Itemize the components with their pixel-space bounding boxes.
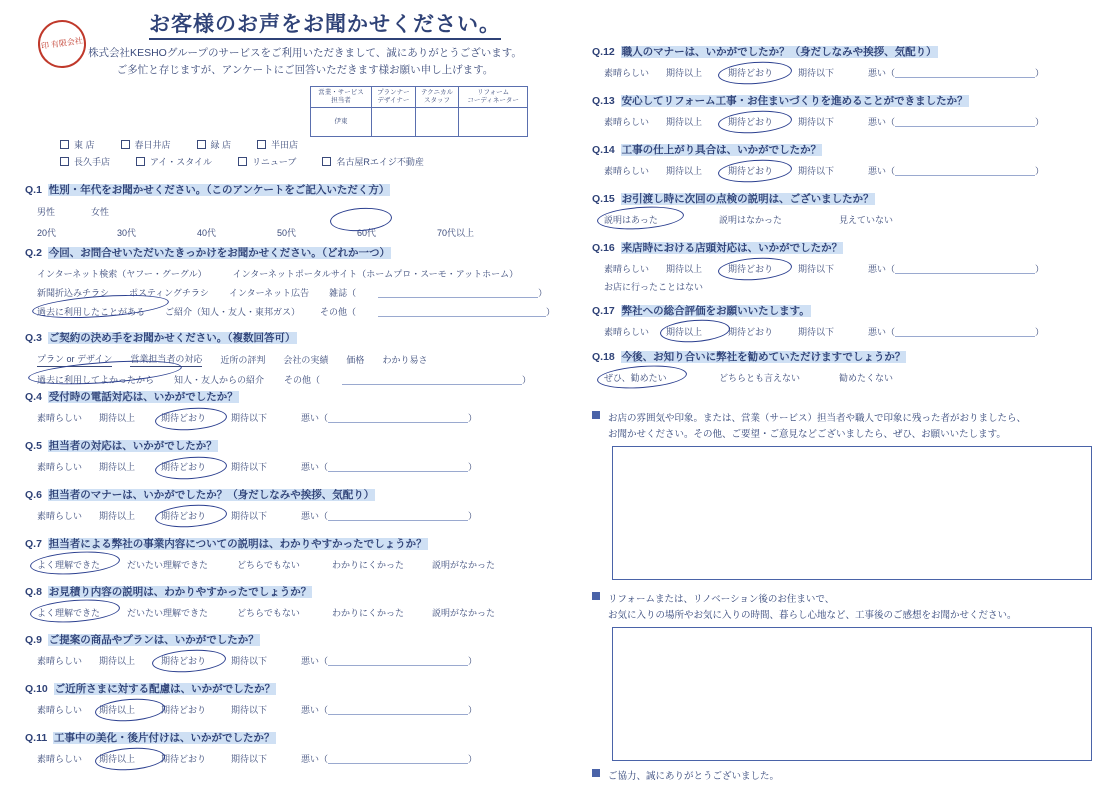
shop-checkbox-nagakute[interactable]: [60, 155, 110, 168]
paren-close: ）: [468, 413, 478, 423]
option-excellent[interactable]: 素晴らしい: [37, 413, 83, 423]
option-internet-ad[interactable]: インターネット広告: [228, 288, 310, 298]
write-in-line-bad[interactable]: [328, 511, 468, 521]
option-bad[interactable]: 悪い（: [868, 327, 896, 337]
question-text: 担当者による弊社の事業内容についての説明は、わかりやすかったでしょうか？: [48, 538, 427, 550]
question-q15: [592, 191, 1092, 226]
question-q11: [25, 730, 545, 765]
option-magazine[interactable]: 雑誌（: [329, 288, 357, 298]
question-q2: [25, 245, 555, 318]
page-title: [90, 8, 560, 38]
option-above[interactable]: 期待以上: [666, 264, 703, 274]
option-above[interactable]: 期待以上: [99, 511, 136, 521]
question-q8: [25, 584, 565, 619]
option-sales-response[interactable]: 営業担当者の対応: [130, 352, 202, 367]
q6-options: [25, 509, 545, 522]
write-in-line-bad[interactable]: [895, 264, 1035, 274]
option-bad[interactable]: 悪い（: [868, 166, 896, 176]
checkbox-icon[interactable]: [322, 157, 331, 166]
checkbox-icon[interactable]: [238, 157, 247, 166]
shop-checkbox-handa[interactable]: [257, 138, 298, 151]
question-text: 来店時における店頭対応は、いかがでしたか？: [621, 242, 843, 254]
option-below[interactable]: 期待以下: [231, 511, 268, 521]
question-q9-heading: [25, 632, 545, 647]
question-number: Q.4: [25, 391, 42, 403]
shop-label: アイ・スタイル: [150, 157, 213, 167]
page-title-text: お客様のお声をお聞かせください。: [149, 12, 501, 40]
option-bad[interactable]: 悪い（: [868, 117, 896, 127]
role-header-coordinator: リフォーム コーディネーター: [459, 87, 528, 108]
role-header-sales: 営業・サービス 担当者: [311, 87, 372, 108]
shop-checkbox-nagoya-rage[interactable]: [322, 155, 424, 168]
question-q4: [25, 389, 545, 424]
option-asexpected[interactable]: 期待どおり: [161, 511, 207, 521]
option-bad[interactable]: 悪い（: [868, 68, 896, 78]
question-q2-heading: [25, 245, 555, 260]
question-text: 受付時の電話対応は、いかがでしたか？: [48, 391, 238, 403]
question-q1-heading: [25, 182, 545, 197]
question-number: Q.7: [25, 538, 42, 550]
option-portal-site[interactable]: インターネットポータルサイト（ホームプロ・スーモ・アットホーム）: [232, 269, 519, 279]
question-q7-heading: [25, 536, 565, 551]
question-q3: [25, 330, 555, 386]
question-number: Q.15: [592, 193, 615, 205]
option-asexpected[interactable]: 期待どおり: [728, 264, 774, 274]
write-in-line-bad[interactable]: [895, 117, 1035, 127]
q3-row-2: [25, 373, 555, 386]
q1-age-row: [25, 226, 545, 239]
q13-options: [592, 115, 1092, 128]
option-mostly-understood[interactable]: だいたい理解できた: [127, 560, 209, 570]
shop-label: 緑 店: [210, 140, 232, 150]
question-number: Q.12: [592, 46, 615, 58]
option-bad[interactable]: 悪い（: [301, 462, 329, 472]
paren-close: ）: [545, 307, 555, 317]
question-q16: [592, 240, 1092, 293]
option-female[interactable]: 女性: [91, 207, 110, 217]
option-asexpected[interactable]: 期待どおり: [728, 327, 774, 337]
write-in-line-magazine[interactable]: [378, 288, 538, 298]
option-web-search[interactable]: インターネット検索（ヤフー・グーグル）: [37, 269, 207, 279]
option-well-understood[interactable]: よく理解できた: [37, 608, 101, 618]
question-q12-heading: [592, 44, 1092, 59]
option-above[interactable]: 期待以上: [666, 117, 703, 127]
option-neutral[interactable]: どちらでもない: [237, 560, 300, 570]
option-never-visited-store[interactable]: お店に行ったことはない: [604, 282, 704, 292]
option-neutral[interactable]: どちらでもない: [237, 608, 300, 618]
option-above[interactable]: 期待以上: [99, 705, 136, 715]
role-header-technical: テクニカル スタッフ: [415, 87, 458, 108]
question-text: 工事中の美化・後片付けは、いかがでしたか？: [54, 732, 275, 744]
option-70s-plus[interactable]: 70代以上: [437, 228, 475, 238]
question-q5: [25, 438, 545, 473]
shop-checkbox-group: [60, 138, 530, 172]
free-text-box-2[interactable]: [612, 627, 1092, 761]
lead-paragraph: [55, 45, 555, 79]
question-number: Q.2: [25, 247, 42, 259]
question-number: Q.10: [25, 683, 48, 695]
option-asexpected[interactable]: 期待どおり: [728, 166, 774, 176]
company-stamp-icon: 印 有限会社: [35, 17, 89, 71]
write-in-line-bad[interactable]: [328, 656, 468, 666]
option-price[interactable]: 価格: [346, 355, 365, 365]
question-number: Q.17: [592, 305, 615, 317]
option-referral[interactable]: ご紹介（知人・友人・東邦ガス）: [165, 307, 301, 317]
question-q3-heading: [25, 330, 555, 345]
free-section-1-line-1: お店の雰囲気や印象。または、営業（サービス）担当者や職人で印象に残った者がおりましたら、: [608, 413, 1027, 424]
question-text: 職人のマナーは、いかがでしたか？（身だしなみや挨拶、気配り）: [621, 46, 937, 58]
question-q18-heading: [592, 349, 1092, 364]
shop-label: 半田店: [271, 140, 299, 150]
shop-label: 名古屋Rエイジ不動産: [336, 157, 424, 167]
option-above[interactable]: 期待以上: [666, 166, 703, 176]
shop-checkbox-istyle[interactable]: [136, 155, 212, 168]
question-number: Q.8: [25, 586, 42, 598]
role-table: [310, 86, 528, 137]
option-below[interactable]: 期待以下: [798, 327, 835, 337]
option-newspaper-insert[interactable]: 新聞折込みチラシ: [37, 288, 110, 298]
option-well-understood[interactable]: よく理解できた: [37, 560, 101, 570]
paren-close: ）: [1035, 264, 1045, 274]
question-text: お見積り内容の説明は、わかりやすかったでしょうか？: [48, 586, 312, 598]
option-posting-flyer[interactable]: ポスティングチラシ: [129, 288, 209, 298]
paren-close: ）: [1035, 117, 1045, 127]
option-below[interactable]: 期待以下: [798, 166, 835, 176]
q8-options: [25, 606, 565, 619]
option-above[interactable]: 期待以上: [99, 754, 136, 764]
question-q16-heading: [592, 240, 1092, 255]
option-bad[interactable]: 悪い（: [301, 656, 329, 666]
checkbox-icon[interactable]: [60, 157, 69, 166]
option-30s[interactable]: 30代: [117, 228, 137, 238]
option-above[interactable]: 期待以上: [666, 68, 703, 78]
write-in-line-bad[interactable]: [895, 166, 1035, 176]
question-q11-heading: [25, 730, 545, 745]
question-q8-heading: [25, 584, 565, 599]
question-q6: [25, 487, 545, 522]
option-good-experience[interactable]: 過去に利用してよかったから: [37, 375, 155, 385]
question-q7: [25, 536, 565, 571]
shop-label: 東 店: [74, 140, 95, 150]
question-number: Q.3: [25, 332, 42, 344]
option-below[interactable]: 期待以下: [231, 705, 268, 715]
checkbox-icon[interactable]: [121, 140, 130, 149]
role-header-planner: プランナー デザイナー: [371, 87, 415, 108]
q15-options: [592, 213, 1092, 226]
q7-options: [25, 558, 565, 571]
lead-line-1: 株式会社KESHOグループのサービスをご利用いただきまして、誠にありがとうございます。: [88, 47, 522, 59]
option-would-recommend[interactable]: ぜひ、勧めたい: [604, 373, 667, 383]
free-section-2-line-2: お気に入りの場所やお気に入りの時間、暮らし心地など、工事後のご感想をお聞かせください。: [608, 610, 1017, 622]
option-excellent[interactable]: 素晴らしい: [37, 462, 83, 472]
option-asexpected[interactable]: 期待どおり: [161, 656, 207, 666]
shop-row-2: [60, 155, 530, 168]
option-excellent[interactable]: 素晴らしい: [604, 327, 650, 337]
shop-label: 長久手店: [74, 157, 111, 167]
shop-row-1: [60, 138, 530, 151]
question-q17-heading: [592, 303, 1092, 318]
shop-checkbox-azuma[interactable]: [60, 138, 95, 151]
write-in-line-bad[interactable]: [895, 68, 1035, 78]
option-excellent[interactable]: 素晴らしい: [604, 166, 650, 176]
option-excellent[interactable]: 素晴らしい: [604, 68, 650, 78]
question-q10: [25, 681, 545, 716]
question-text: 今後、お知り合いに弊社を勧めていただけますでしょうか？: [621, 351, 906, 363]
question-text: 安心してリフォーム工事・お住まいづくりを進めることができましたか？: [621, 95, 968, 107]
option-mostly-understood[interactable]: だいたい理解できた: [127, 608, 209, 618]
option-above[interactable]: 期待以上: [666, 327, 703, 337]
question-q9: [25, 632, 545, 667]
question-text: ご提案の商品やプランは、いかがでしたか？: [48, 634, 259, 646]
paren-close: ）: [468, 511, 478, 521]
option-hard-to-understand[interactable]: わかりにくかった: [332, 608, 405, 618]
option-above[interactable]: 期待以上: [99, 656, 136, 666]
question-q5-heading: [25, 438, 545, 453]
q2-row-3: [25, 305, 555, 318]
question-q4-heading: [25, 389, 545, 404]
option-bad[interactable]: 悪い（: [301, 754, 329, 764]
question-q15-heading: [592, 191, 1092, 206]
question-text: 担当者の対応は、いかがでしたか？: [48, 440, 217, 452]
q2-row-1: [25, 267, 555, 280]
paren-close: ）: [468, 705, 478, 715]
q11-options: [25, 752, 545, 765]
question-number: Q.16: [592, 242, 615, 254]
option-bad[interactable]: 悪い（: [868, 264, 896, 274]
q3-row-1: [25, 352, 555, 367]
option-bad[interactable]: 悪い（: [301, 511, 329, 521]
question-q10-heading: [25, 681, 545, 696]
q12-options: [592, 66, 1092, 79]
question-text: 弊社への総合評価をお願いいたします。: [621, 305, 810, 317]
write-in-line-bad[interactable]: [328, 754, 468, 764]
q18-options: [592, 371, 1092, 384]
free-section-2-line-1: リフォームまたは、リノベーション後のお住まいで、: [608, 594, 835, 605]
shop-checkbox-kasugai[interactable]: [121, 138, 171, 151]
option-excellent[interactable]: 素晴らしい: [604, 117, 650, 127]
write-in-line-bad[interactable]: [895, 327, 1035, 337]
option-track-record[interactable]: 会社の実績: [283, 355, 329, 365]
option-below[interactable]: 期待以下: [231, 656, 268, 666]
option-excellent[interactable]: 素晴らしい: [37, 511, 83, 521]
free-text-box-1[interactable]: [612, 446, 1092, 580]
shop-checkbox-renewcube[interactable]: [238, 155, 296, 168]
q16-options: [592, 262, 1092, 275]
option-excellent[interactable]: 素晴らしい: [37, 656, 83, 666]
option-dont-remember[interactable]: 見えていない: [839, 215, 894, 225]
checkbox-icon[interactable]: [60, 140, 69, 149]
option-bad[interactable]: 悪い（: [301, 413, 329, 423]
role-value-planner[interactable]: [371, 108, 415, 137]
paren-close: ）: [468, 754, 478, 764]
q1-gender-row: [25, 205, 545, 218]
q2-row-2: [25, 286, 555, 299]
paren-close: ）: [538, 288, 548, 298]
free-section-2-prompt: [592, 592, 1092, 624]
option-above[interactable]: 期待以上: [99, 413, 136, 423]
question-q18: [592, 349, 1092, 384]
option-bad[interactable]: 悪い（: [301, 705, 329, 715]
free-section-1-prompt: [592, 411, 1092, 443]
option-plan-design[interactable]: プラン or デザイン: [37, 352, 112, 367]
option-20s[interactable]: 20代: [37, 228, 57, 238]
q17-options: [592, 325, 1092, 338]
option-below[interactable]: 期待以下: [231, 413, 268, 423]
question-number: Q.9: [25, 634, 42, 646]
question-number: Q.11: [25, 732, 48, 744]
option-60s[interactable]: 60代: [357, 228, 377, 238]
paren-close: ）: [1035, 327, 1045, 337]
option-neutral[interactable]: どちらとも言えない: [719, 373, 801, 383]
q5-options: [25, 460, 545, 473]
paren-close: ）: [522, 375, 532, 385]
question-text: お引渡し時に次回の点検の説明は、ございましたか？: [621, 193, 874, 205]
question-q6-heading: [25, 487, 545, 502]
paren-close: ）: [1035, 166, 1045, 176]
option-no-explanation[interactable]: 説明がなかった: [432, 608, 496, 618]
option-would-not-recommend[interactable]: 勧めたくない: [839, 373, 894, 383]
option-50s[interactable]: 50代: [277, 228, 297, 238]
option-no-explanation[interactable]: 説明がなかった: [432, 560, 496, 570]
option-asexpected[interactable]: 期待どおり: [728, 68, 774, 78]
question-text: ご近所さまに対する配慮は、いかがでしたか？: [54, 683, 276, 695]
shop-checkbox-midori[interactable]: [197, 138, 232, 151]
question-number: Q.5: [25, 440, 42, 452]
question-q14-heading: [592, 142, 1092, 157]
write-in-line-bad[interactable]: [328, 413, 468, 423]
bullet-square-icon: [592, 769, 600, 777]
option-40s[interactable]: 40代: [197, 228, 217, 238]
paren-close: ）: [468, 656, 478, 666]
lead-line-2: ご多忙と存じますが、アンケートにご回答いただきます様お願い申し上げます。: [116, 63, 494, 76]
shop-label: リニューブ: [252, 157, 297, 167]
option-used-before[interactable]: 過去に利用したことがある: [37, 307, 146, 317]
question-q12: [592, 44, 1092, 79]
option-excellent[interactable]: 素晴らしい: [604, 264, 650, 274]
question-number: Q.18: [592, 351, 615, 363]
question-q1: [25, 182, 545, 239]
option-local-reputation[interactable]: 近所の評判: [220, 355, 266, 365]
q10-options: [25, 703, 545, 716]
checkbox-icon[interactable]: [197, 140, 206, 149]
role-value-coordinator[interactable]: [459, 108, 528, 137]
question-number: Q.13: [592, 95, 615, 107]
question-text: ご契約の決め手をお聞かせください。（複数回答可）: [48, 332, 296, 344]
option-other[interactable]: その他（: [320, 307, 357, 317]
q9-options: [25, 654, 545, 667]
question-text: 性別・年代をお聞かせください。（このアンケートをご記入いただく方）: [48, 184, 390, 196]
write-in-line-bad[interactable]: [328, 462, 468, 472]
question-q13-heading: [592, 93, 1092, 108]
write-in-line-other[interactable]: [378, 307, 546, 317]
question-number: Q.6: [25, 489, 42, 501]
free-section-1-line-2: お聞かせください。その他、ご要望・ご意見などございましたら、ぜひ、お願いいたします。: [608, 429, 1006, 441]
option-below[interactable]: 期待以下: [798, 264, 835, 274]
closing-line: [592, 766, 779, 784]
option-male[interactable]: 男性: [37, 207, 56, 217]
bullet-square-icon: [592, 411, 600, 419]
role-value-technical[interactable]: [415, 108, 458, 137]
write-in-line-other[interactable]: [342, 375, 522, 385]
paren-close: ）: [1035, 68, 1045, 78]
option-friend-intro[interactable]: 知人・友人からの紹介: [174, 375, 265, 385]
option-other[interactable]: その他（: [284, 375, 321, 385]
question-q13: [592, 93, 1092, 128]
question-q17: [592, 303, 1092, 338]
option-excellent[interactable]: 素晴らしい: [37, 754, 83, 764]
question-text: 今回、お問合せいただいたきっかけをお聞かせください。（どれか一つ）: [48, 247, 391, 259]
option-asexpected[interactable]: 期待どおり: [161, 754, 207, 764]
q14-options: [592, 164, 1092, 177]
q4-options: [25, 411, 545, 424]
closing-text: ご協力、誠にありがとうございました。: [608, 771, 780, 782]
option-below[interactable]: 期待以下: [231, 462, 268, 472]
option-excellent[interactable]: 素晴らしい: [37, 705, 83, 715]
bullet-square-icon: [592, 592, 600, 600]
write-in-line-bad[interactable]: [328, 705, 468, 715]
shop-label: 春日井店: [134, 140, 171, 150]
option-below[interactable]: 期待以下: [231, 754, 268, 764]
option-hard-to-understand[interactable]: わかりにくかった: [332, 560, 405, 570]
option-below[interactable]: 期待以下: [798, 117, 835, 127]
role-value-sales[interactable]: 伊東: [311, 108, 372, 137]
option-clarity[interactable]: わかり易さ: [382, 355, 428, 365]
question-q14: [592, 142, 1092, 177]
option-asexpected[interactable]: 期待どおり: [161, 462, 207, 472]
checkbox-icon[interactable]: [136, 157, 145, 166]
question-number: Q.14: [592, 144, 615, 156]
free-section-2: [592, 592, 1092, 624]
option-asexpected[interactable]: 期待どおり: [161, 413, 207, 423]
question-text: 工事の仕上がり具合は、いかがでしたか？: [621, 144, 822, 156]
question-number: Q.1: [25, 184, 42, 196]
option-asexpected[interactable]: 期待どおり: [728, 117, 774, 127]
paren-close: ）: [468, 462, 478, 472]
option-below[interactable]: 期待以下: [798, 68, 835, 78]
question-text: 担当者のマナーは、いかがでしたか？（身だしなみや挨拶、気配り）: [48, 489, 375, 501]
option-explained[interactable]: 説明はあった: [604, 215, 658, 225]
checkbox-icon[interactable]: [257, 140, 266, 149]
option-not-explained[interactable]: 説明はなかった: [719, 215, 783, 225]
option-asexpected[interactable]: 期待どおり: [161, 705, 207, 715]
free-section-1: [592, 411, 1092, 443]
option-above[interactable]: 期待以上: [99, 462, 136, 472]
